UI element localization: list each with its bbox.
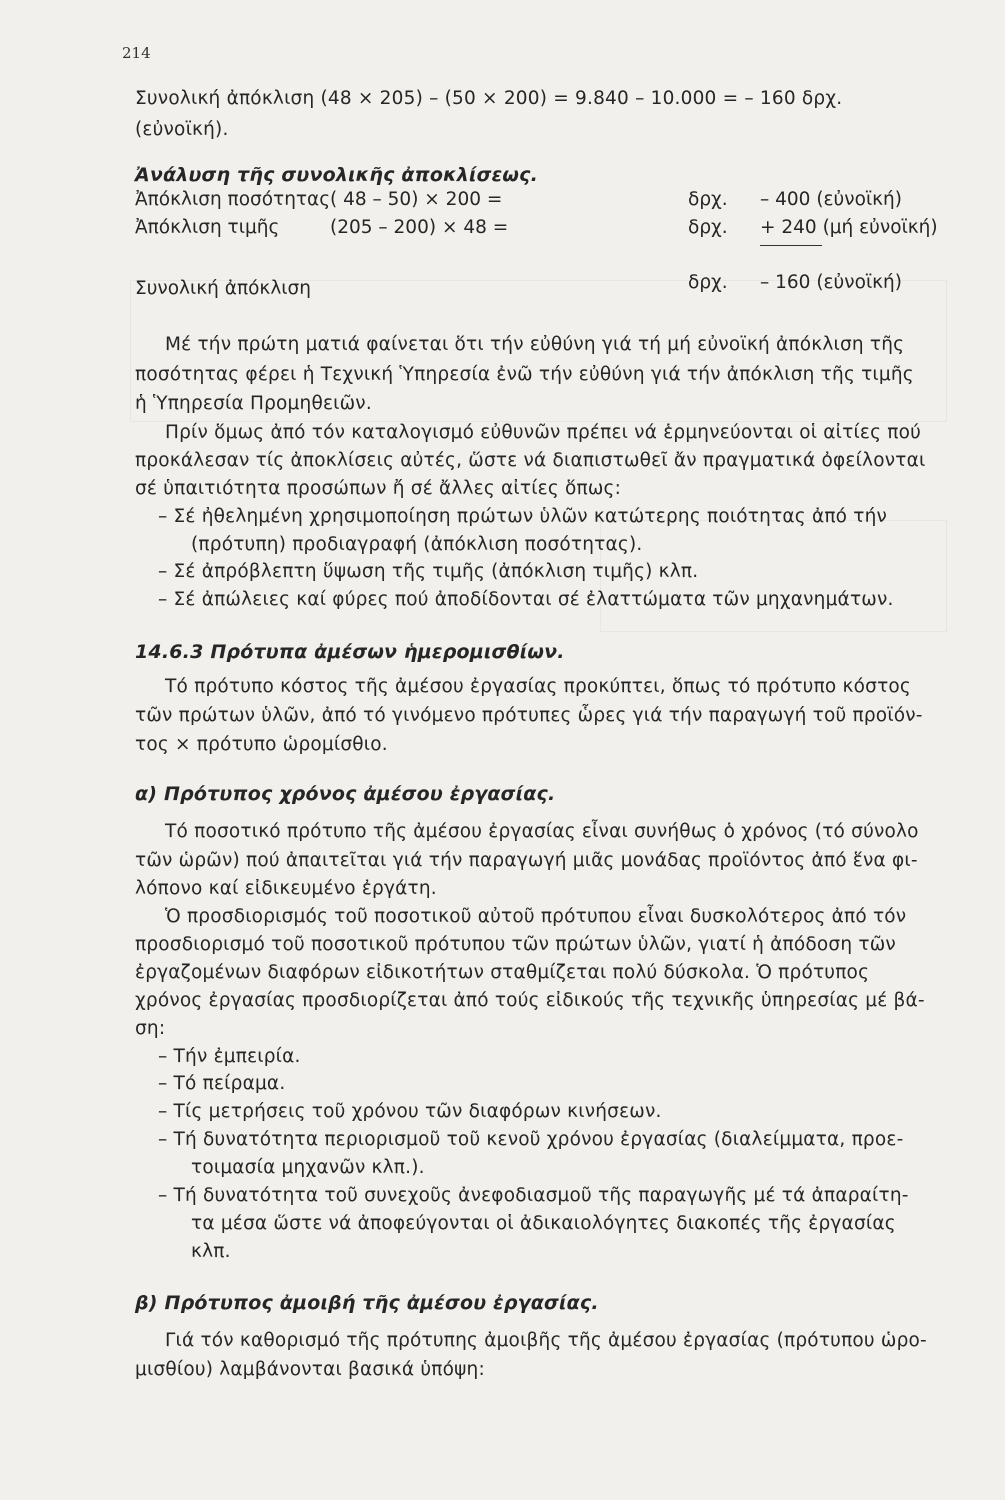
paragraph-line: Μέ τήν πρώτη ματιά φαίνεται ὅτι τήν εὐθύνη γιά τή μή εὐνοϊκή ἀπόκλιση τῆς [165, 334, 905, 355]
list-item: – Τήν ἐμπειρία. [158, 1046, 301, 1067]
row-value: – 400 (εὐνοϊκή) [760, 189, 903, 210]
list-item: – Τό πείραμα. [158, 1073, 286, 1094]
paragraph-line: σέ ὑπαιτιότητα προσώπων ἤ σέ ἄλλες αἰτίες ὅπως: [135, 478, 622, 499]
sum-rule [760, 245, 822, 246]
row-unit: δρχ. [688, 189, 728, 210]
list-item-continuation: (πρότυπη) προδιαγραφή (ἀπόκλιση ποσότητας). [191, 534, 643, 555]
total-deviation-equation: Συνολική ἀπόκλιση (48 × 205) – (50 × 200) = 9.840 – 10.000 = – 160 δρχ. [135, 88, 843, 109]
paragraph-line: μισθίου) λαμβάνονται βασικά ὑπόψη: [135, 1359, 485, 1380]
subsection-heading-a: α) Πρότυπος χρόνος ἀμέσου ἐργασίας. [135, 783, 556, 805]
total-unit: δρχ. [688, 272, 728, 293]
paragraph-line: ση: [135, 1018, 166, 1039]
paragraph-line: τῶν πρώτων ὑλῶν, ἀπό τό γινόμενο πρότυπες ὧρες γιά τήν παραγωγή τοῦ προϊόν- [135, 705, 923, 726]
total-value: – 160 (εὐνοϊκή) [760, 272, 903, 293]
paragraph-line: προσδιορισμό τοῦ ποσοτικοῦ πρότυπου τῶν πρώτων ὑλῶν, γιατί ἡ ἀπόδοση τῶν [135, 934, 896, 955]
list-item: – Σέ ἀπώλειες καί φύρες πού ἀποδίδονται σέ ἐλαττώματα τῶν μηχανημάτων. [158, 589, 894, 610]
row-formula: (205 – 200) × 48 = [330, 217, 509, 238]
paragraph-line: Γιά τόν καθορισμό τῆς πρότυπης ἀμοιβῆς τῆς ἀμέσου ἐργασίας (πρότυπου ὡρο- [165, 1330, 927, 1351]
paragraph-line: ἡ Ὑπηρεσία Προμηθειῶν. [135, 393, 372, 414]
paragraph-line: τῶν ὡρῶν) πού ἀπαιτεῖται γιά τήν παραγωγή μιᾶς μονάδας προϊόντος ἀπό ἕνα φι- [135, 850, 918, 871]
paragraph-line: Πρίν ὅμως ἀπό τόν καταλογισμό εὐθυνῶν πρέπει νά ἑρμηνεύονται οἱ αἰτίες πού [165, 422, 922, 443]
paragraph-line: Ὁ προσδιορισμός τοῦ ποσοτικοῦ αὐτοῦ πρότυπου εἶναι δυσκολότερος ἀπό τόν [165, 906, 907, 927]
total-deviation-qualifier: (εὐνοϊκή). [135, 119, 229, 140]
section-heading-14-6-3: 14.6.3 Πρότυπα ἀμέσων ἡμερομισθίων. [135, 641, 565, 663]
list-item-continuation: τοιμασία μηχανῶν κλπ.). [191, 1157, 425, 1178]
analysis-heading: Ἀνάλυση τῆς συνολικῆς ἀποκλίσεως. [135, 164, 539, 186]
list-item-continuation: κλπ. [191, 1241, 231, 1262]
paragraph-line: ποσότητας φέρει ἡ Τεχνική Ὑπηρεσία ἐνῶ τήν εὐθύνη γιά τήν ἀπόκλιση τῆς τιμῆς [135, 364, 914, 385]
paragraph-line: Τό πρότυπο κόστος τῆς ἀμέσου ἐργασίας προκύπτει, ὅπως τό πρότυπο κόστος [165, 676, 911, 697]
list-item-continuation: τα μέσα ὥστε νά ἀποφεύγονται οἱ ἀδικαιολόγητες διακοπές τῆς ἐργασίας [191, 1213, 896, 1234]
list-item: – Τή δυνατότητα τοῦ συνεχοῦς ἀνεφοδιασμοῦ τῆς παραγωγῆς μέ τά ἀπαραίτη- [158, 1185, 909, 1206]
row-label: Ἀπόκλιση τιμῆς [135, 217, 280, 238]
total-label: Συνολική ἀπόκλιση [135, 278, 311, 299]
row-unit: δρχ. [688, 217, 728, 238]
paragraph-line: προκάλεσαν τίς ἀποκλίσεις αὐτές, ὥστε νά διαπιστωθεῖ ἄν πραγματικά ὀφείλονται [135, 450, 926, 471]
paragraph-line: Τό ποσοτικό πρότυπο τῆς ἀμέσου ἐργασίας εἶναι συνήθως ὁ χρόνος (τό σύνολο [165, 821, 919, 842]
row-label: Ἀπόκλιση ποσότητας [135, 189, 331, 210]
list-item: – Σέ ἠθελημένη χρησιμοποίηση πρώτων ὑλῶν κατώτερης ποιότητας ἀπό τήν [158, 506, 888, 527]
row-formula: ( 48 – 50) × 200 = [330, 189, 503, 210]
row-value: + 240 (μή εὐνοϊκή) [760, 217, 938, 238]
list-item: – Τίς μετρήσεις τοῦ χρόνου τῶν διαφόρων κινήσεων. [158, 1101, 662, 1122]
paragraph-line: ἐργαζομένων διαφόρων εἰδικοτήτων σταθμίζεται πολύ δύσκολα. Ὁ πρότυπος [135, 962, 870, 983]
paragraph-line: τος × πρότυπο ὡρομίσθιο. [135, 734, 388, 755]
page-number: 214 [122, 44, 151, 62]
list-item: – Σέ ἀπρόβλεπτη ὕψωση τῆς τιμῆς (ἀπόκλιση τιμῆς) κλπ. [158, 561, 699, 582]
list-item: – Τή δυνατότητα περιορισμοῦ τοῦ κενοῦ χρόνου ἐργασίας (διαλείμματα, προε- [158, 1129, 904, 1150]
subsection-heading-b: β) Πρότυπος ἀμοιβή τῆς ἀμέσου ἐργασίας. [135, 1292, 599, 1314]
paragraph-line: λόπονο καί εἰδικευμένο ἐργάτη. [135, 878, 437, 899]
paragraph-line: χρόνος ἐργασίας προσδιορίζεται ἀπό τούς εἰδικούς τῆς τεχνικῆς ὑπηρεσίας μέ βά- [135, 990, 925, 1011]
